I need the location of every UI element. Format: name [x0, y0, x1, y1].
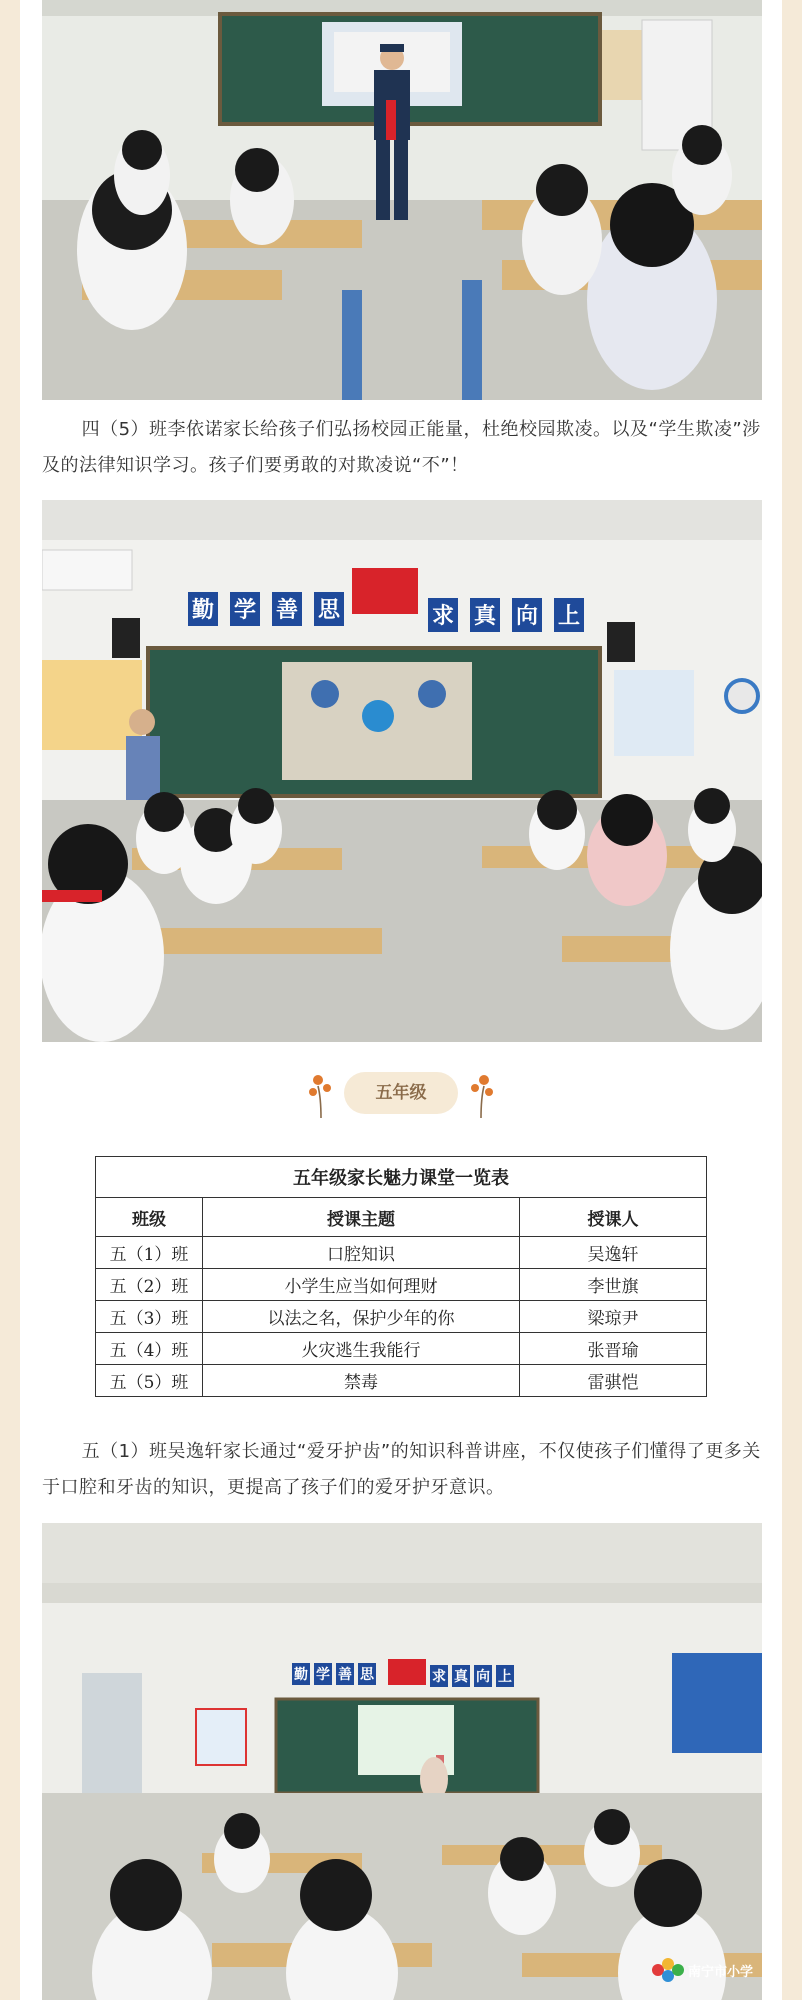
- table-row: [96, 1333, 707, 1365]
- table-cell-class: 五（1）班: [96, 1237, 203, 1269]
- table-cell-teacher: 吴逸轩: [520, 1237, 707, 1269]
- grade-badge: [306, 1064, 496, 1124]
- table-cell-class: 五（2）班: [96, 1269, 203, 1301]
- school-logo-icon: [646, 1952, 796, 1988]
- table-cell-topic: 火灾逃生我能行: [203, 1333, 520, 1365]
- table-cell-class: 五（4）班: [96, 1333, 203, 1365]
- banner3-0: 勤: [294, 1667, 308, 1683]
- banner-left-0: 勤: [191, 598, 215, 623]
- banner3-5: 真: [454, 1669, 468, 1685]
- table-cell-teacher: 雷骐恺: [520, 1365, 707, 1397]
- photo-2-illustration: [42, 500, 762, 1042]
- table-row: [96, 1269, 707, 1301]
- school-watermark: [646, 1952, 796, 1988]
- table-caption: 五年级家长魅力课堂一览表: [96, 1157, 707, 1198]
- table-cell-topic: 口腔知识: [203, 1237, 520, 1269]
- paragraph-class-5-1: 五（1）班吴逸轩家长通过“爱牙护齿”的知识科普讲座，不仅使孩子们懂得了更多关于口腔和牙齿的知识，更提高了孩子们的爱牙护牙意识。: [42, 1441, 761, 1498]
- banner-left-3: 思: [317, 598, 341, 623]
- table-row: [96, 1237, 707, 1269]
- banner3-1: 学: [316, 1667, 330, 1683]
- banner3-2: 善: [338, 1667, 352, 1683]
- flower-left-icon: [306, 1068, 336, 1120]
- table-cell-teacher: 张晋瑜: [520, 1333, 707, 1365]
- grade-pill: [344, 1072, 458, 1114]
- table-cell-teacher: 梁琼尹: [520, 1301, 707, 1333]
- photo-1-illustration: [42, 0, 762, 400]
- table-row: [96, 1365, 707, 1397]
- grade5-schedule-table: [95, 1156, 707, 1397]
- table-cell-class: 五（5）班: [96, 1365, 203, 1397]
- grade-label: 五年级: [375, 1083, 427, 1103]
- photo-anti-bullying-class: [42, 500, 762, 1042]
- flower-right-icon: [466, 1068, 496, 1120]
- table-row: [96, 1301, 707, 1333]
- table-cell-topic: 小学生应当如何理财: [203, 1269, 520, 1301]
- photo-dental-care-class: [42, 1523, 762, 2000]
- banner3-3: 思: [360, 1667, 374, 1683]
- banner3-6: 向: [476, 1669, 490, 1685]
- watermark-text: 南宁市小学: [688, 1965, 754, 1980]
- article-page: [20, 0, 782, 2000]
- banner-right-2: 向: [515, 604, 539, 629]
- table-cell-teacher: 李世旗: [520, 1269, 707, 1301]
- table-cell-class: 五（3）班: [96, 1301, 203, 1333]
- banner-right-0: 求: [431, 604, 455, 629]
- banner-left-1: 学: [233, 598, 257, 623]
- photo-fire-safety-class: [42, 0, 762, 400]
- table-cell-topic: 以法之名，保护少年的你: [203, 1301, 520, 1333]
- table-header-topic: 授课主题: [203, 1198, 520, 1237]
- table-header-teacher: 授课人: [520, 1198, 707, 1237]
- banner-right-1: 真: [473, 604, 497, 629]
- table-header-class: 班级: [96, 1198, 203, 1237]
- banner3-4: 求: [432, 1669, 446, 1685]
- paragraph-class-4-5: 四（5）班李依诺家长给孩子们弘扬校园正能量，杜绝校园欺凌。以及“学生欺凌”涉及的法律知识学习。孩子们要勇敢的对欺凌说“不”！: [42, 419, 761, 476]
- photo-3-illustration: [42, 1523, 762, 2000]
- table-cell-topic: 禁毒: [203, 1365, 520, 1397]
- banner3-7: 上: [498, 1669, 512, 1685]
- banner-left-2: 善: [275, 598, 299, 623]
- banner-right-3: 上: [557, 604, 581, 629]
